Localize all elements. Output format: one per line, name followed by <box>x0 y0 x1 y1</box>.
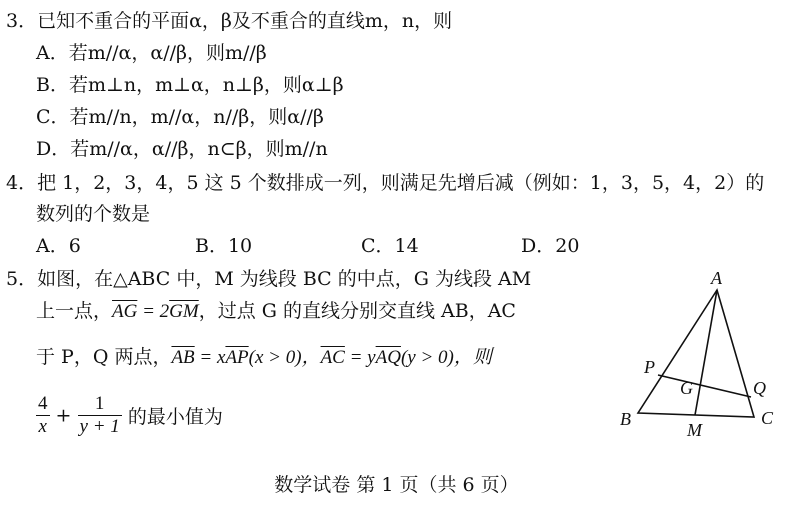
median-am <box>695 290 717 415</box>
label-g: G <box>680 378 693 398</box>
q5-line4-post: 的最小值为 <box>127 406 223 428</box>
vector-ap: $\overline{AP}$ <box>225 347 249 368</box>
q5-line2-post: ，过点 G 的直线分别交直线 AB，AC <box>198 300 516 322</box>
vector-ag: $\overline{AG}$ <box>112 301 138 322</box>
q5-line3-pre: 于 P，Q 两点， <box>36 346 172 368</box>
line-pq <box>658 375 751 397</box>
q5-line3-cond2: (y > 0)，则 <box>400 347 492 368</box>
vector-gm: $\overline{GM}$ <box>169 301 199 322</box>
frac2-denominator: y + 1 <box>79 416 120 437</box>
triangle-abc <box>638 290 754 417</box>
frac2-numerator: 1 <box>78 393 122 416</box>
q3-option-b: B．若m⊥n，m⊥α，n⊥β，则α⊥β <box>36 74 344 96</box>
frac1-denominator: x <box>38 416 47 437</box>
q3-stem: 3．已知不重合的平面α，β及不重合的直线m，n，则 <box>6 10 453 32</box>
label-b: B <box>620 409 631 429</box>
q4-option-a: A．6 <box>36 235 81 257</box>
label-q: Q <box>753 378 766 398</box>
frac1-numerator: 4 <box>38 393 48 414</box>
q5-line3-cond1: (x > 0)， <box>248 347 321 368</box>
label-c: C <box>761 408 774 428</box>
label-a: A <box>711 268 722 288</box>
q3-option-d: D．若m//α，α//β，n⊂β，则m//n <box>36 138 328 160</box>
q4-stem-line1: 4．把 1，2，3，4，5 这 5 个数排成一列，则满足先增后减（例如：1，3，5，4，2）的 <box>6 172 765 194</box>
q3-option-a: A．若m//α，α//β，则m//β <box>36 42 267 64</box>
vector-ab: $\overline{AB}$ <box>171 347 195 368</box>
q5-line1: 5．如图，在△ABC 中，M 为线段 BC 的中点，G 为线段 AM <box>6 268 532 290</box>
q5-line2-pre: 上一点， <box>36 300 113 322</box>
q4-stem-line2: 数列的个数是 <box>36 203 151 225</box>
label-p: P <box>644 357 655 377</box>
q4-option-d: D．20 <box>521 235 580 257</box>
q4-option-b: B．10 <box>195 235 253 257</box>
page-footer: 数学试卷 第 1 页（共 6 页） <box>274 474 519 496</box>
q3-option-c: C．若m//n，m//α，n//β，则α//β <box>36 106 324 128</box>
q5-line2-eq: = 2 <box>137 301 170 322</box>
q4-option-c: C．14 <box>361 235 419 257</box>
vector-aq: $\overline{AQ}$ <box>375 347 401 368</box>
q5-line3-eq2: = y <box>344 347 376 368</box>
label-m: M <box>687 420 702 440</box>
vector-ac: $\overline{AC}$ <box>320 347 345 368</box>
plus-sign: + <box>55 404 72 427</box>
q5-line3-eq1: = x <box>194 347 226 368</box>
